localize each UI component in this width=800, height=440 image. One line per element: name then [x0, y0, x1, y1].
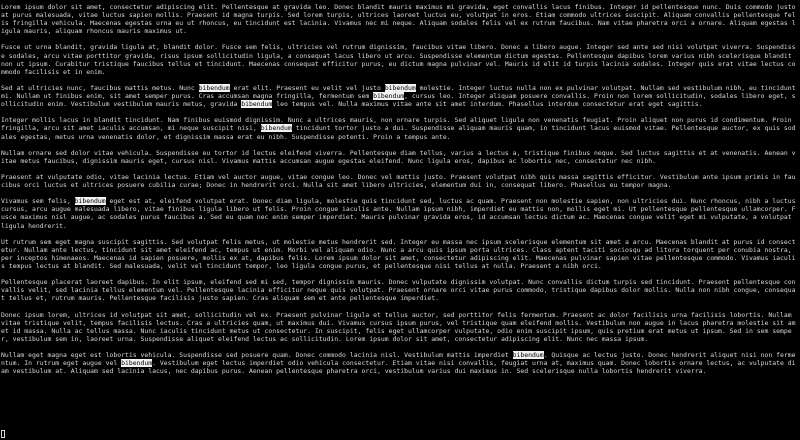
search-match-highlight: bibendum [373, 92, 405, 101]
search-match-highlight: bibendum [241, 100, 273, 109]
paragraph-text: Pellentesque placerat laoreet dapibus. In elit ipsum, eleifend sed mi sed, tempor dignissim mauris. Donec vulputate dignissim volutpat. Nunc convallis dictum turpis sed tincidunt. Praesent pellentesque convallis velit, sed lacinia tellus elementum vel. Pellentesque lacinia efficitur neque quis volutpat. Praesent ornare orci vitae purus commodo, tristique dapibus dolor mollis. Nulla non nibh congue, consequat tellus et, rutrum mauris. Pellentesque facilisis justo sapien. Cras aliquam sem et ante pellentesque imperdiet. [1, 278, 796, 303]
paragraph-text: Nullam eget magna eget est lobortis vehicula. Suspendisse sed posuere quam. Donec commodo lacinia nisl. Vestibulum mattis imperdiet [1, 351, 513, 360]
text-paragraph [1, 311, 799, 343]
text-paragraph [1, 3, 799, 35]
paragraph-text: leo tempus vel. Nulla maximus vitae ante sit amet interdum. Phasellus interdum consectetur erat eget sagittis. [272, 100, 703, 109]
paragraph-text: Nullam ornare sed dolor vitae vehicula. Suspendisse eu tortor id lectus eleifend viverra. Pellentesque diam tellus, varius a lectus a, tristique finibus neque. Sed luctus sagittis et at venenatis. Aenean vitae metus faucibus, dignissim mauris eget, cursus nisl. Vivamus mattis accumsan augue egestas eleifend. Nunc ligula eros, dapibus ac lobortis nec, consectetur nec nibh. [1, 148, 796, 165]
paragraph-text: eget est at, eleifend volutpat erat. Donec diam ligula, molestie quis tincidunt sed, luctus ac quam. Praesent non molestie sapien, non ultricies dui. Nunc rhoncus, nibh a luctus cursus, arcu augue malesuada libero, vitae finibus ligula libero ut felis. Proin congue iaculis ante. Nullam ipsum nibh, imperdiet eu mattis non, mollis eget mi. Ut pellentesque pellentesque ullamcorper. Fusce maximus nisl augue, ac sodales purus faucibus a. Sed eu quam nec enim semper imperdiet. Mauris pulvinar gravida eros, id accumsan lectus dictum ac. Maecenas congue velit eget mi vulputate, a volutpat ligula hendrerit. [1, 197, 800, 230]
paragraph-text: Vivamus sem felis, [1, 197, 75, 206]
text-paragraph [1, 238, 799, 270]
search-match-highlight: bibendum [384, 83, 416, 92]
terminal-output [1, 3, 799, 375]
paragraph-text: Ut rutrum sem eget magna suscipit sagittis. Sed volutpat felis metus, ut molestie metus hendrerit sed. Integer eu massa nec ipsum scelerisque elementum sit amet a arcu. Maecenas blandit at purus id consectetur. Nullam ante lectus, tincidunt sit amet eleifend ac, tempus ut enim. Morbi vel aliquam odio. Nunc a arcu quis ipsum porta ultrices. Class aptent taciti sociosqu ad litora torquent per conubia nostra, per inceptos himenaeos. Maecenas id sapien posuere, mollis ex at, dapibus felis. Lorem ipsum dolor sit amet, consectetur adipiscing elit. Maecenas pulvinar sapien vitae pellentesque commodo. Vivamus iaculis tempus lectus at blandit. Sed malesuada, velit vel tincidunt tempor, leo ligula congue purus, et pellentesque nisi tellus at nulla. Praesent a nibh orci. [1, 237, 796, 270]
paragraph-text: . Vestibulum eget lectus imperdiet odio vehicula consectetur. Etiam vitae nisi convallis, feugiat urna at, maximus quam. Donec lobortis ornare lectus, ac vulputate diam vestibulum at. Aliquam sed lacinia lacus, nec dapibus purus. Aenean pellentesque pharetra orci, vestibulum varius dui maximus in. Sed scelerisque nulla lobortis hendrerit viverra. [1, 359, 796, 376]
text-paragraph [1, 84, 799, 108]
paragraph-text: molestie. Integer luctus nulla non ex pulvinar volutpat. Nullam sed vestibulum nibh, eu tincidunt mi. Nullam ut finibus enim, sit amet semper purus. Cras accumsan magna fringilla, fermentum sem [1, 83, 800, 101]
paragraph-text: Integer mollis lacus in blandit tincidunt. Nam finibus euismod dignissim. Nunc a ultrices mauris, non ornare turpis. Sed aliquet ligula non venenatis feugiat. Proin aliquet non purus id condimentum. Proin fringilla, arcu sit amet iaculis accumsan, mi neque suscipit nisi, [1, 116, 796, 133]
search-match-highlight: bibendum [198, 83, 230, 92]
paragraph-text: Lorem ipsum dolor sit amet, consectetur adipiscing elit. Pellentesque at gravida leo. Donec blandit mauris maximus mi gravida, eget convallis lacus finibus. Integer id pellentesque nunc. Duis commodo justo at purus malesuada, vitae luctus sapien mollis. Praesent id magna turpis. Sed lorem turpis, ultrices laoreet luctus eu, volutpat in eros. Etiam commodo ultrices suscipit. Aliquam convallis pellentesque felis fringilla vehicula. Maecenas egestas urna eu ut rhoncus, eu tincidunt est lacinia. Vivamus nec mi neque. Aliquam sodales felis vel ex rutrum faucibus. Nam vitae pharetra orci a ornare. Aliquam egestas ligula mauris, aliquam rhoncus mauris maximus ut. [1, 3, 800, 36]
paragraph-text: , cursus leo. Integer aliquam posuere convallis. Proin non lorem sollicitudin, sodales libero eget, sollicitudin enim. Vestibulum vestibulum mauris metus, gravida [1, 92, 796, 109]
text-cursor [1, 430, 5, 438]
paragraph-text: Fusce ut urna blandit, gravida ligula at, blandit dolor. Fusce sem felis, ultricies vel rutrum dignissim, faucibus vitae libero. Donec a libero augue. Integer sed ante sed nisi volutpat viverra. Suspendisse sodales, arcu vitae porttitor gravida, risus ipsum sollicitudin ligula, a consequat lacus libero ut arcu. Suspendisse elementum dictum egestas. Pellentesque dapibus lorem varius nibh scelerisque blandit non ut ipsum. Curabitur tristique faucibus tellus et tincidunt. Maecenas consequat efficitur purus, eu dictum magna pulvinar vel. Mauris id elit id turpis lacinia sodales. Integer quis erat vitae lectus commodo facilisis et in enim. [1, 43, 796, 76]
text-paragraph [1, 43, 799, 75]
text-paragraph [1, 116, 799, 140]
paragraph-text: Sed at ultricies nunc, faucibus mattis metus. Nunc [1, 83, 199, 92]
paragraph-text: erat elit. Praesent eu velit vel justo [229, 83, 385, 92]
text-paragraph [1, 173, 799, 189]
search-match-highlight: bibendum [512, 351, 544, 360]
search-match-highlight: bibendum [260, 124, 292, 133]
text-paragraph [1, 197, 799, 229]
command-prompt[interactable] [1, 429, 5, 438]
paragraph-text: . Quisque ac lectus justo. Donec hendrerit aliquet nisi non fermentum. In rutrum eget augue vel [1, 351, 796, 368]
paragraph-text: Praesent at vulputate odio, vitae lacinia lectus. Etiam vel auctor augue, vitae congue leo. Donec vel mattis justo. Praesent volutpat nibh quis massa sagittis efficitur. Vestibulum ante ipsum primis in faucibus orci luctus et ultrices posuere cubilia curae; Donec in hendrerit orci. Nulla sit amet libero ultricies, elementum dui in, consequat libero. Phasellus eu tempor magna. [1, 172, 796, 190]
search-match-highlight: bibendum [121, 359, 153, 368]
text-paragraph [1, 149, 799, 165]
paragraph-text: Donec ipsum lorem, ultrices id volutpat sit amet, sollicitudin vel ex. Praesent pulvinar ligula et tellus auctor, sed porttitor felis fermentum. Praesent ac dolor facilisis urna facilisis lobortis. Nullam vitae tristique velit, tempus facilisis lectus. Cras a ultricies quam, ut maximus dui. Vivamus cursus ipsum purus, vel tristique quam eleifend mollis. Vestibulum non augue in lacus pharetra molestie sit amet id massa. Nulla ac tellus massa. Nunc iaculis tincidunt metus ut consectetur. In suscipit, felis eget ullamcorper vulputate, odio enim suscipit ipsum, quis pretium erat metus ut ipsum. Sed in sem semper, vestibulum sem in, laoreet urna. Suspendisse aliquet eleifend lectus ac sollicitudin. Lorem ipsum dolor sit amet, consectetur adipiscing elit. Nunc nec massa ipsum. [1, 310, 796, 343]
text-paragraph [1, 278, 799, 302]
search-match-highlight: bibendum [74, 197, 106, 206]
text-paragraph [1, 351, 799, 375]
paragraph-text: tincidunt tortor justo a dui. Suspendisse aliquam mauris quam, in tincidunt lacus euismod vitae. Pellentesque auctor, ex quis sodales egestas, metus urna venenatis dolor, et dignissim massa erat eu nibh. Suspendisse potenti. Proin a tempus ante. [1, 124, 796, 141]
